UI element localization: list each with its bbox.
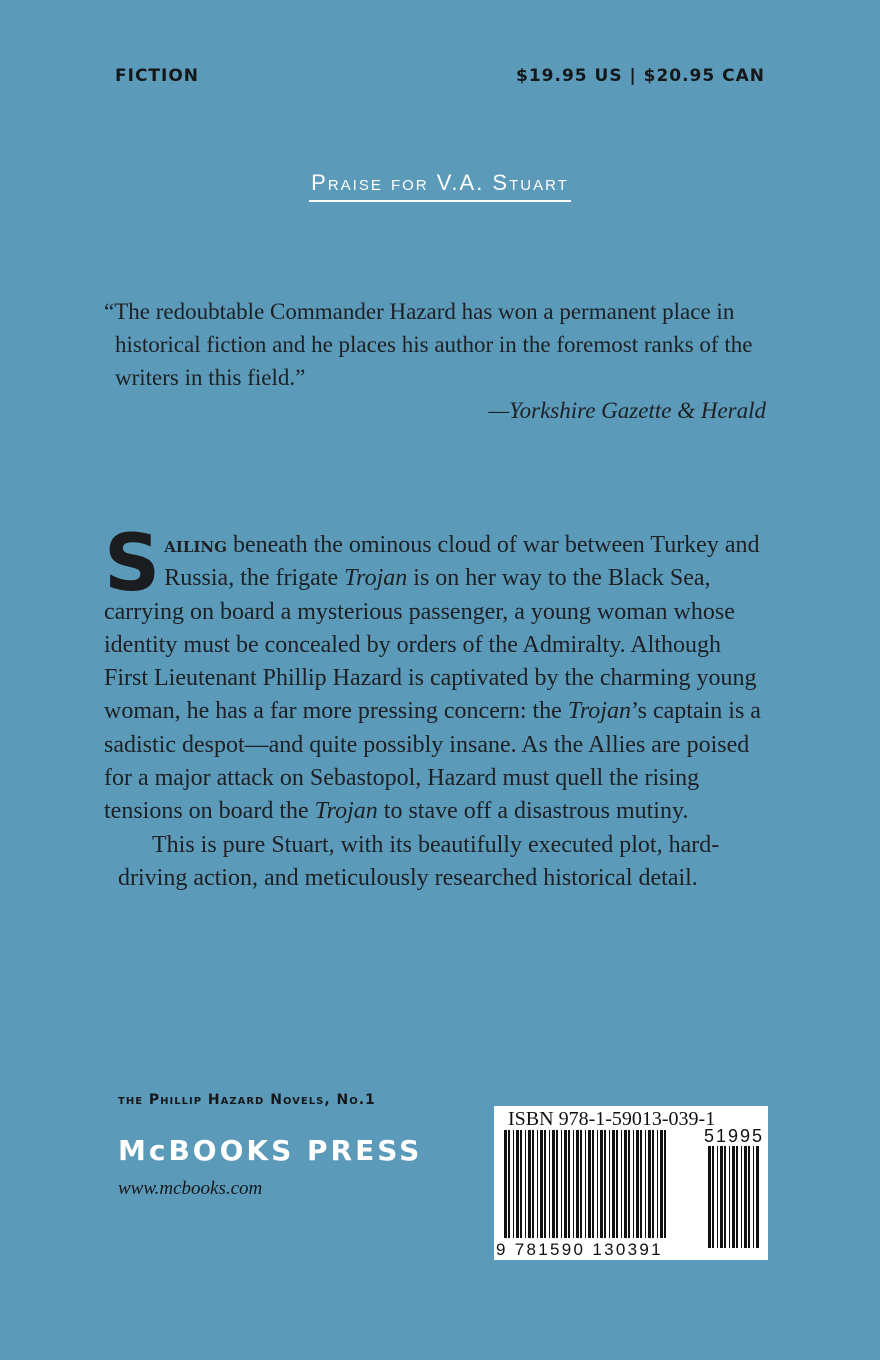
- barcode-bar: [729, 1146, 730, 1248]
- barcode-bar: [504, 1130, 507, 1238]
- barcode-bar: [585, 1130, 586, 1238]
- barcode-bar: [592, 1130, 594, 1238]
- isbn-label: ISBN 978-1-59013-039-1: [508, 1108, 716, 1130]
- barcode-bar: [532, 1130, 534, 1238]
- barcode-bar: [600, 1130, 603, 1238]
- barcode-bar: [520, 1130, 522, 1238]
- barcode-bar: [720, 1146, 723, 1248]
- barcode-bar: [756, 1146, 759, 1248]
- barcode-bar: [616, 1130, 618, 1238]
- barcode-bar: [573, 1130, 574, 1238]
- barcode-bar: [732, 1146, 735, 1248]
- praise-heading: [0, 170, 880, 202]
- quote-text: “The redoubtable Commander Hazard has won a permanent place in historical fiction and he places his author in the foremost ranks of the writers in this field.”: [104, 299, 753, 390]
- barcode-bar: [540, 1130, 543, 1238]
- barcode-bar: [648, 1130, 651, 1238]
- blurb-text-c: ’s captain is a sadistic despot—and quite possibly insane. As the Allies are poised for a major attack on Sebastopol, Hazard must quell the rising tensions on board the: [104, 698, 761, 825]
- praise-heading-text: Praise for V.A. Stuart: [309, 170, 571, 202]
- price-label: $19.95 US | $20.95 CAN: [516, 66, 765, 86]
- blurb-text-a: beneath the ominous cloud of war between Turkey and Russia, the frigate: [164, 532, 760, 592]
- blurb-text-b: is on her way to the Black Sea, carrying on board a mysterious passenger, a young woman whose identity must be concealed by orders of the Admiralty. Although First Lieutenant Phillip Hazard is captivated by the charming young woman, he has a far more pressing concern: the: [104, 565, 757, 725]
- ship-name: Trojan: [567, 698, 631, 725]
- barcode-bar: [640, 1130, 642, 1238]
- barcode-bar: [597, 1130, 598, 1238]
- barcode-bar: [580, 1130, 582, 1238]
- barcode-bar: [645, 1130, 646, 1238]
- lead-word: ailing: [164, 532, 227, 558]
- barcode-bar: [513, 1130, 514, 1238]
- publisher-website: www.mcbooks.com: [118, 1178, 263, 1199]
- publisher-logo: McBOOKS PRESS: [118, 1134, 423, 1167]
- barcode-bar: [612, 1130, 615, 1238]
- series-label: the Phillip Hazard Novels, No.1: [118, 1092, 376, 1108]
- barcode-bar: [664, 1130, 666, 1238]
- barcode-digits: 9 781590 130391: [496, 1240, 663, 1259]
- barcode-bar: [544, 1130, 546, 1238]
- barcode-bar: [657, 1130, 658, 1238]
- ship-name: Trojan: [314, 798, 378, 825]
- barcode-bar: [604, 1130, 606, 1238]
- barcode-bar: [636, 1130, 639, 1238]
- blurb-paragraph-2: This is pure Stuart, with its beautifully executed plot, hard-driving action, and meticulously researched historical detail.: [118, 831, 720, 891]
- barcode-bar: [633, 1130, 634, 1238]
- blurb-paragraph-1: [104, 519, 764, 829]
- price-addon-code: 51995: [704, 1126, 765, 1146]
- barcode-bar: [724, 1146, 726, 1248]
- barcode-bar: [609, 1130, 610, 1238]
- genre-label: FICTION: [115, 66, 200, 86]
- barcode-bar: [588, 1130, 591, 1238]
- barcode-bar: [621, 1130, 622, 1238]
- barcode-bar: [744, 1146, 747, 1248]
- barcode-bar: [717, 1146, 718, 1248]
- barcode-bar: [576, 1130, 579, 1238]
- barcode-bar: [549, 1130, 550, 1238]
- barcode-bar: [708, 1146, 711, 1248]
- barcode-bar: [652, 1130, 654, 1238]
- barcode-bar: [561, 1130, 562, 1238]
- drop-cap: S: [104, 519, 161, 609]
- isbn-barcode: [494, 1106, 768, 1260]
- blurb-text-d: to stave off a disastrous mutiny.: [377, 798, 689, 825]
- barcode-bar: [508, 1130, 510, 1238]
- barcode-bar: [753, 1146, 754, 1248]
- review-quote: [104, 295, 766, 427]
- barcode-bar: [525, 1130, 526, 1238]
- barcode-bar: [624, 1130, 627, 1238]
- ship-name: Trojan: [344, 565, 408, 592]
- barcode-bar: [568, 1130, 570, 1238]
- barcode-bar: [552, 1130, 555, 1238]
- barcode-bar: [556, 1130, 558, 1238]
- barcode-bar: [516, 1130, 519, 1238]
- barcode-bar: [660, 1130, 663, 1238]
- barcode-bar: [741, 1146, 742, 1248]
- barcode-bar: [528, 1130, 531, 1238]
- barcode-bar: [736, 1146, 738, 1248]
- barcode-bar: [712, 1146, 714, 1248]
- barcode-bar: [628, 1130, 630, 1238]
- barcode-bar: [537, 1130, 538, 1238]
- book-blurb: [104, 519, 764, 895]
- quote-source: —Yorkshire Gazette & Herald: [488, 398, 766, 423]
- barcode-bar: [748, 1146, 750, 1248]
- barcode-bar: [564, 1130, 567, 1238]
